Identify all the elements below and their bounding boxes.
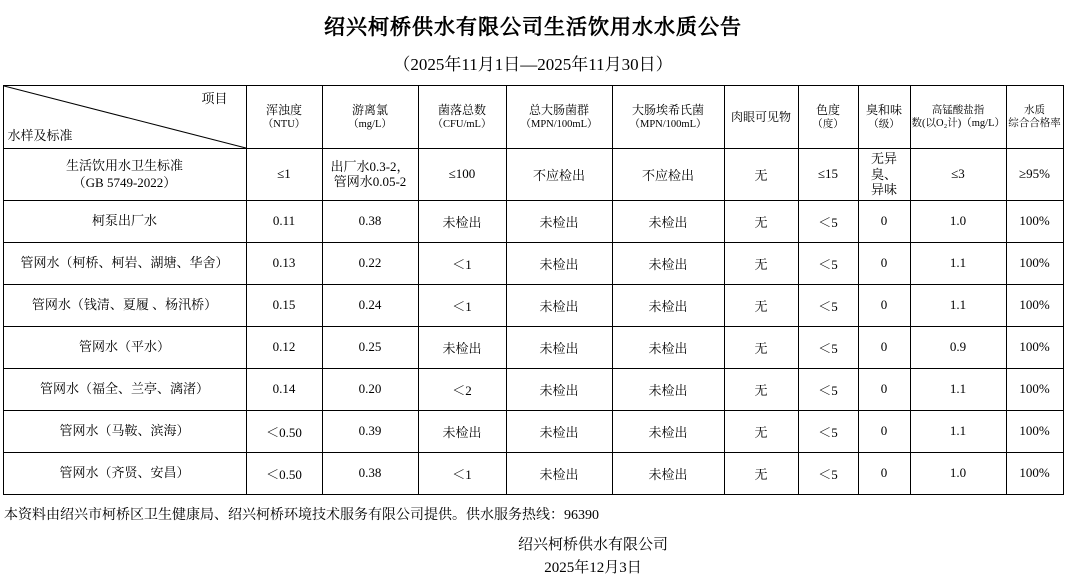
standard-value-permanganate-index: ≤3 bbox=[910, 149, 1006, 201]
cell-permanganate-index: 0.9 bbox=[910, 326, 1006, 368]
cell-turbidity: 0.14 bbox=[246, 368, 322, 410]
column-header-permanganate-index-unit: 数(以O₂计)（mg/L） bbox=[911, 118, 1005, 129]
cell-turbidity: ＜0.50 bbox=[246, 410, 322, 452]
cell-total-coliform: 未检出 bbox=[506, 452, 612, 494]
row-label: 管网水（钱清、夏履 、杨汛桥） bbox=[3, 284, 246, 326]
cell-overall-pass-rate: 100% bbox=[1006, 242, 1063, 284]
column-header-ecoli-name: 大肠埃希氏菌 bbox=[631, 102, 704, 117]
cell-ecoli: 未检出 bbox=[612, 242, 724, 284]
column-header-ecoli bbox=[612, 86, 724, 149]
cell-colony-count: ＜1 bbox=[418, 242, 506, 284]
column-header-overall-pass-rate-unit: 综合合格率 bbox=[1008, 118, 1061, 129]
cell-total-coliform: 未检出 bbox=[506, 368, 612, 410]
table-row bbox=[3, 200, 1063, 242]
cell-colony-count: ＜1 bbox=[418, 452, 506, 494]
column-header-total-coliform-name: 总大肠菌群 bbox=[528, 102, 589, 117]
cell-ecoli: 未检出 bbox=[612, 200, 724, 242]
water-quality-table bbox=[3, 85, 1064, 495]
standard-value-colony-count: ≤100 bbox=[418, 149, 506, 201]
cell-total-coliform: 未检出 bbox=[506, 200, 612, 242]
standard-row-label bbox=[3, 149, 246, 201]
column-header-odor-taste bbox=[858, 86, 910, 149]
corner-header-cell bbox=[3, 86, 246, 149]
cell-permanganate-index: 1.1 bbox=[910, 410, 1006, 452]
cell-free-chlorine: 0.24 bbox=[322, 284, 418, 326]
cell-odor-taste: 0 bbox=[858, 242, 910, 284]
column-header-overall-pass-rate bbox=[1006, 86, 1063, 149]
standard-value-visible-matter: 无 bbox=[724, 149, 798, 201]
cell-turbidity: 0.15 bbox=[246, 284, 322, 326]
column-header-colony-count-unit: （CFU/mL） bbox=[432, 118, 492, 130]
row-label: 管网水（齐贤、安昌） bbox=[3, 452, 246, 494]
cell-free-chlorine: 0.38 bbox=[322, 200, 418, 242]
cell-ecoli: 未检出 bbox=[612, 452, 724, 494]
cell-chroma: ＜5 bbox=[798, 452, 858, 494]
cell-chroma: ＜5 bbox=[798, 410, 858, 452]
cell-free-chlorine: 0.39 bbox=[322, 410, 418, 452]
cell-odor-taste: 0 bbox=[858, 200, 910, 242]
column-header-total-coliform-unit: （MPN/100mL） bbox=[520, 118, 598, 130]
cell-chroma: ＜5 bbox=[798, 326, 858, 368]
standard-value-odor-taste: 无异臭、 异味 bbox=[858, 149, 910, 201]
cell-turbidity: 0.12 bbox=[246, 326, 322, 368]
cell-visible-matter: 无 bbox=[724, 452, 798, 494]
cell-free-chlorine: 0.20 bbox=[322, 368, 418, 410]
column-header-chroma-name: 色度 bbox=[815, 102, 840, 117]
cell-ecoli: 未检出 bbox=[612, 410, 724, 452]
table-row bbox=[3, 410, 1063, 452]
corner-label-sample-standard: 水样及标准 bbox=[7, 127, 73, 143]
report-period-subtitle: （2025年11月1日—2025年11月30日） bbox=[393, 55, 673, 74]
cell-overall-pass-rate: 100% bbox=[1006, 368, 1063, 410]
table-row bbox=[3, 242, 1063, 284]
footnote-text: 本资料由绍兴市柯桥区卫生健康局、绍兴柯桥环境技术服务有限公司提供。供水服务热线：96390 bbox=[4, 507, 599, 523]
cell-colony-count: 未检出 bbox=[418, 200, 506, 242]
column-header-visible-matter-name: 肉眼可见物 bbox=[730, 109, 791, 124]
column-header-turbidity-unit: （NTU） bbox=[262, 118, 306, 130]
cell-overall-pass-rate: 100% bbox=[1006, 200, 1063, 242]
column-header-permanganate-index-name: 高锰酸盐指 bbox=[931, 104, 985, 116]
cell-overall-pass-rate: 100% bbox=[1006, 326, 1063, 368]
cell-visible-matter: 无 bbox=[724, 200, 798, 242]
cell-visible-matter: 无 bbox=[724, 368, 798, 410]
cell-permanganate-index: 1.1 bbox=[910, 242, 1006, 284]
cell-free-chlorine: 0.22 bbox=[322, 242, 418, 284]
cell-total-coliform: 未检出 bbox=[506, 326, 612, 368]
cell-overall-pass-rate: 100% bbox=[1006, 284, 1063, 326]
cell-permanganate-index: 1.1 bbox=[910, 368, 1006, 410]
cell-odor-taste: 0 bbox=[858, 284, 910, 326]
cell-turbidity: ＜0.50 bbox=[246, 452, 322, 494]
cell-odor-taste: 0 bbox=[858, 326, 910, 368]
signoff-block bbox=[0, 534, 1066, 580]
cell-colony-count: ＜2 bbox=[418, 368, 506, 410]
cell-colony-count: ＜1 bbox=[418, 284, 506, 326]
cell-free-chlorine: 0.38 bbox=[322, 452, 418, 494]
page-title: 绍兴柯桥供水有限公司生活饮用水水质公告 bbox=[324, 15, 742, 39]
cell-ecoli: 未检出 bbox=[612, 326, 724, 368]
cell-odor-taste: 0 bbox=[858, 410, 910, 452]
table-row bbox=[3, 284, 1063, 326]
cell-turbidity: 0.11 bbox=[246, 200, 322, 242]
standard-value-chroma: ≤15 bbox=[798, 149, 858, 201]
cell-colony-count: 未检出 bbox=[418, 326, 506, 368]
column-header-overall-pass-rate-name: 水质 bbox=[1024, 104, 1045, 116]
cell-total-coliform: 未检出 bbox=[506, 242, 612, 284]
cell-odor-taste: 0 bbox=[858, 452, 910, 494]
table-row bbox=[3, 452, 1063, 494]
cell-chroma: ＜5 bbox=[798, 368, 858, 410]
cell-ecoli: 未检出 bbox=[612, 368, 724, 410]
standard-row-label-line2: （GB 5749-2022） bbox=[72, 175, 177, 191]
standard-value-ecoli: 不应检出 bbox=[612, 149, 724, 201]
column-header-total-coliform bbox=[506, 86, 612, 149]
row-label: 管网水（柯桥、柯岩、湖塘、华舍） bbox=[3, 242, 246, 284]
row-label: 管网水（平水） bbox=[3, 326, 246, 368]
row-label: 管网水（马鞍、滨海） bbox=[3, 410, 246, 452]
column-header-turbidity-name: 浑浊度 bbox=[265, 102, 302, 117]
column-header-free-chlorine bbox=[322, 86, 418, 149]
column-header-turbidity bbox=[246, 86, 322, 149]
cell-visible-matter: 无 bbox=[724, 284, 798, 326]
standard-value-total-coliform: 不应检出 bbox=[506, 149, 612, 201]
column-header-colony-count bbox=[418, 86, 506, 149]
standard-value-turbidity: ≤1 bbox=[246, 149, 322, 201]
cell-permanganate-index: 1.1 bbox=[910, 284, 1006, 326]
row-label: 柯泵出厂水 bbox=[3, 200, 246, 242]
standard-value-free-chlorine: 出厂水0.3-2， 管网水0.05-2 bbox=[322, 149, 418, 201]
cell-overall-pass-rate: 100% bbox=[1006, 452, 1063, 494]
cell-odor-taste: 0 bbox=[858, 368, 910, 410]
cell-colony-count: 未检出 bbox=[418, 410, 506, 452]
table-row bbox=[3, 368, 1063, 410]
standard-row-label-line1: 生活饮用水卫生标准 bbox=[65, 157, 183, 173]
column-header-chroma bbox=[798, 86, 858, 149]
cell-chroma: ＜5 bbox=[798, 284, 858, 326]
cell-turbidity: 0.13 bbox=[246, 242, 322, 284]
cell-total-coliform: 未检出 bbox=[506, 410, 612, 452]
table-header-row bbox=[3, 86, 1063, 149]
corner-label-item: 项目 bbox=[201, 91, 228, 106]
cell-visible-matter: 无 bbox=[724, 410, 798, 452]
column-header-odor-taste-name: 臭和味 bbox=[865, 102, 902, 117]
signoff-date: 2025年12月3日 bbox=[544, 560, 642, 577]
cell-permanganate-index: 1.0 bbox=[910, 452, 1006, 494]
column-header-chroma-unit: （度） bbox=[812, 118, 844, 130]
column-header-permanganate-index bbox=[910, 86, 1006, 149]
signoff-company: 绍兴柯桥供水有限公司 bbox=[517, 536, 668, 553]
cell-free-chlorine: 0.25 bbox=[322, 326, 418, 368]
water-quality-report-page bbox=[0, 11, 1066, 575]
column-header-odor-taste-unit: （级） bbox=[868, 118, 900, 130]
cell-visible-matter: 无 bbox=[724, 326, 798, 368]
column-header-free-chlorine-unit: （mg/L） bbox=[348, 118, 392, 130]
column-header-free-chlorine-name: 游离氯 bbox=[351, 102, 388, 117]
standard-value-overall-pass-rate: ≥95% bbox=[1006, 149, 1063, 201]
cell-chroma: ＜5 bbox=[798, 200, 858, 242]
row-label: 管网水（福全、兰亭、漓渚） bbox=[3, 368, 246, 410]
cell-overall-pass-rate: 100% bbox=[1006, 410, 1063, 452]
column-header-ecoli-unit: （MPN/100mL） bbox=[629, 118, 707, 130]
cell-chroma: ＜5 bbox=[798, 242, 858, 284]
cell-total-coliform: 未检出 bbox=[506, 284, 612, 326]
table-row bbox=[3, 326, 1063, 368]
cell-permanganate-index: 1.0 bbox=[910, 200, 1006, 242]
column-header-visible-matter bbox=[724, 86, 798, 149]
standard-row bbox=[3, 149, 1063, 201]
cell-visible-matter: 无 bbox=[724, 242, 798, 284]
column-header-colony-count-name: 菌落总数 bbox=[437, 102, 486, 117]
cell-ecoli: 未检出 bbox=[612, 284, 724, 326]
